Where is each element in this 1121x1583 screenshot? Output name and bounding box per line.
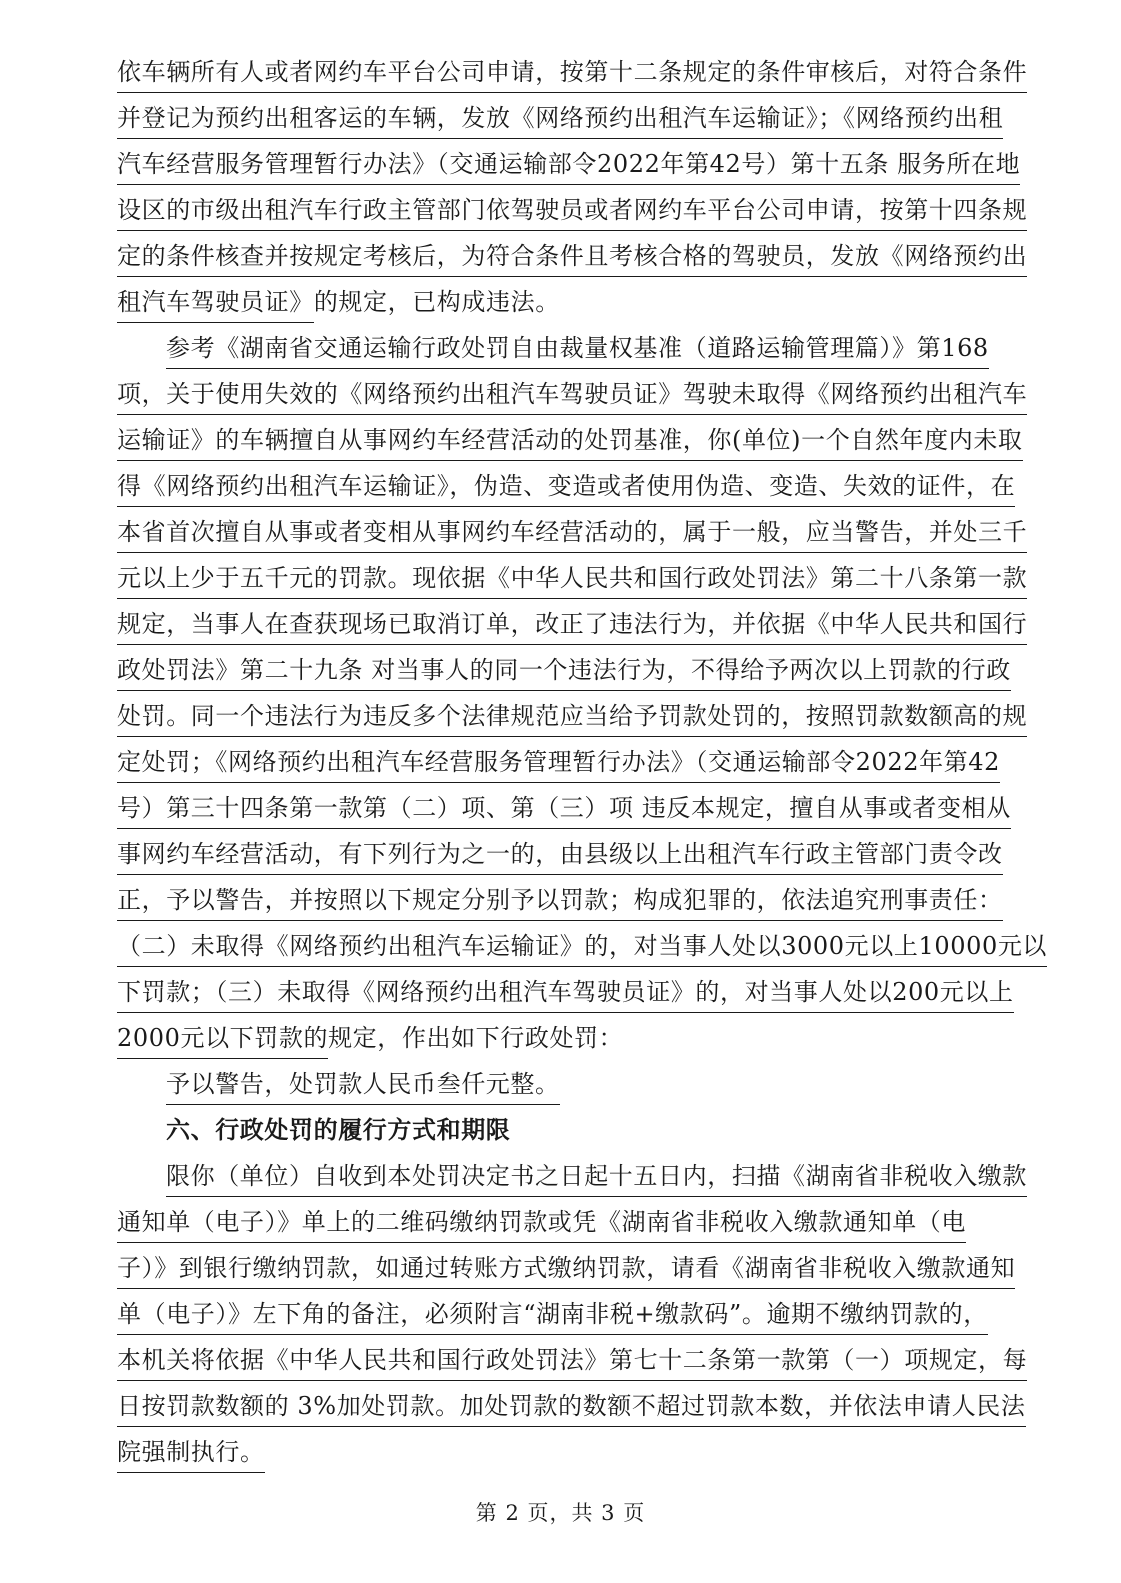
text-line: 定的条件核查并按规定考核后，为符合条件且考核合格的驾驶员，发放《网络预约出 xyxy=(117,236,1027,280)
text-line: 院强制执行。 xyxy=(117,1432,265,1476)
text-line: 得《网络预约出租汽车运输证》，伪造、变造或者使用伪造、变造、失效的证件，在 xyxy=(117,466,1015,510)
paragraph-start-line: 参考《湖南省交通运输行政处罚自由裁量权基准（道路运输管理篇）》第168 xyxy=(166,328,989,372)
text-line: 汽车经营服务管理暂行办法》（交通运输部令2022年第42号）第十五条 服务所在地 xyxy=(117,144,1020,188)
text-line: 正，予以警告，并按照以下规定分别予以罚款；构成犯罪的，依法追究刑事责任： xyxy=(117,880,1003,924)
text-line: 政处罚法》第二十九条 对当事人的同一个违法行为，不得给予两次以上罚款的行政 xyxy=(117,650,1011,694)
text-line: 处罚。同一个违法行为违反多个法律规范应当给予罚款处罚的，按照罚款数额高的规 xyxy=(117,696,1027,740)
text-line: 规定，当事人在查获现场已取消订单，改正了违法行为，并依据《中华人民共和国行 xyxy=(117,604,1027,648)
text-line: 2000元以下罚款的规定，作出如下行政处罚： xyxy=(117,1018,623,1062)
page-number-footer: 第 2 页，共 3 页 xyxy=(475,1501,646,1525)
text-line: 下罚款；（三）未取得《网络预约出租汽车驾驶员证》的，对当事人处以200元以上 xyxy=(117,972,1014,1016)
text-line: 依车辆所有人或者网约车平台公司申请，按第十二条规定的条件审核后，对符合条件 xyxy=(117,52,1027,96)
text-line: 设区的市级出租汽车行政主管部门依驾驶员或者网约车平台公司申请，按第十四条规 xyxy=(117,190,1027,234)
text-line: 事网约车经营活动，有下列行为之一的，由县级以上出租汽车行政主管部门责令改 xyxy=(117,834,1003,878)
section-heading: 六、行政处罚的履行方式和期限 xyxy=(166,1115,511,1144)
text-line: 并登记为预约出租客运的车辆，发放《网络预约出租汽车运输证》；《网络预约出租 xyxy=(117,98,1003,142)
text-line: 项，关于使用失效的《网络预约出租汽车驾驶员证》驾驶未取得《网络预约出租汽车 xyxy=(117,374,1027,418)
text-line: 单（电子）》左下角的备注，必须附言“湖南非税+缴款码”。逾期不缴纳罚款的， xyxy=(117,1294,988,1338)
penalty-decision-line: 予以警告，处罚款人民币叁仟元整。 xyxy=(166,1064,560,1108)
text-line: 日按罚款数额的 3%加处罚款。加处罚款的数额不超过罚款本数，并依法申请人民法 xyxy=(117,1386,1026,1430)
paragraph-start-line: 限你（单位）自收到本处罚决定书之日起十五日内，扫描《湖南省非税收入缴款 xyxy=(166,1156,1027,1200)
text-line: 号）第三十四条第一款第（二）项、第（三）项 违反本规定，擅自从事或者变相从 xyxy=(117,788,1011,832)
text-line: 本机关将依据《中华人民共和国行政处罚法》第七十二条第一款第（一）项规定，每 xyxy=(117,1340,1027,1384)
text-line: 运输证》的车辆擅自从事网约车经营活动的处罚基准，你(单位)一个自然年度内未取 xyxy=(117,420,1023,464)
text-line: 通知单（电子）》单上的二维码缴纳罚款或凭《湖南省非税收入缴款通知单（电 xyxy=(117,1202,966,1246)
text-line: 本省首次擅自从事或者变相从事网约车经营活动的，属于一般，应当警告，并处三千 xyxy=(117,512,1027,556)
text-line: 元以上少于五千元的罚款。现依据《中华人民共和国行政处罚法》第二十八条第一款 xyxy=(117,558,1027,602)
text-line: （二）未取得《网络预约出租汽车运输证》的，对当事人处以3000元以上10000元以 xyxy=(117,926,1047,970)
text-line: 租汽车驾驶员证》的规定，已构成违法。 xyxy=(117,282,560,326)
text-line: 定处罚；《网络预约出租汽车经营服务管理暂行办法》（交通运输部令2022年第42 xyxy=(117,742,1000,786)
text-line: 子）》到银行缴纳罚款，如通过转账方式缴纳罚款，请看《湖南省非税收入缴款通知 xyxy=(117,1248,1015,1292)
